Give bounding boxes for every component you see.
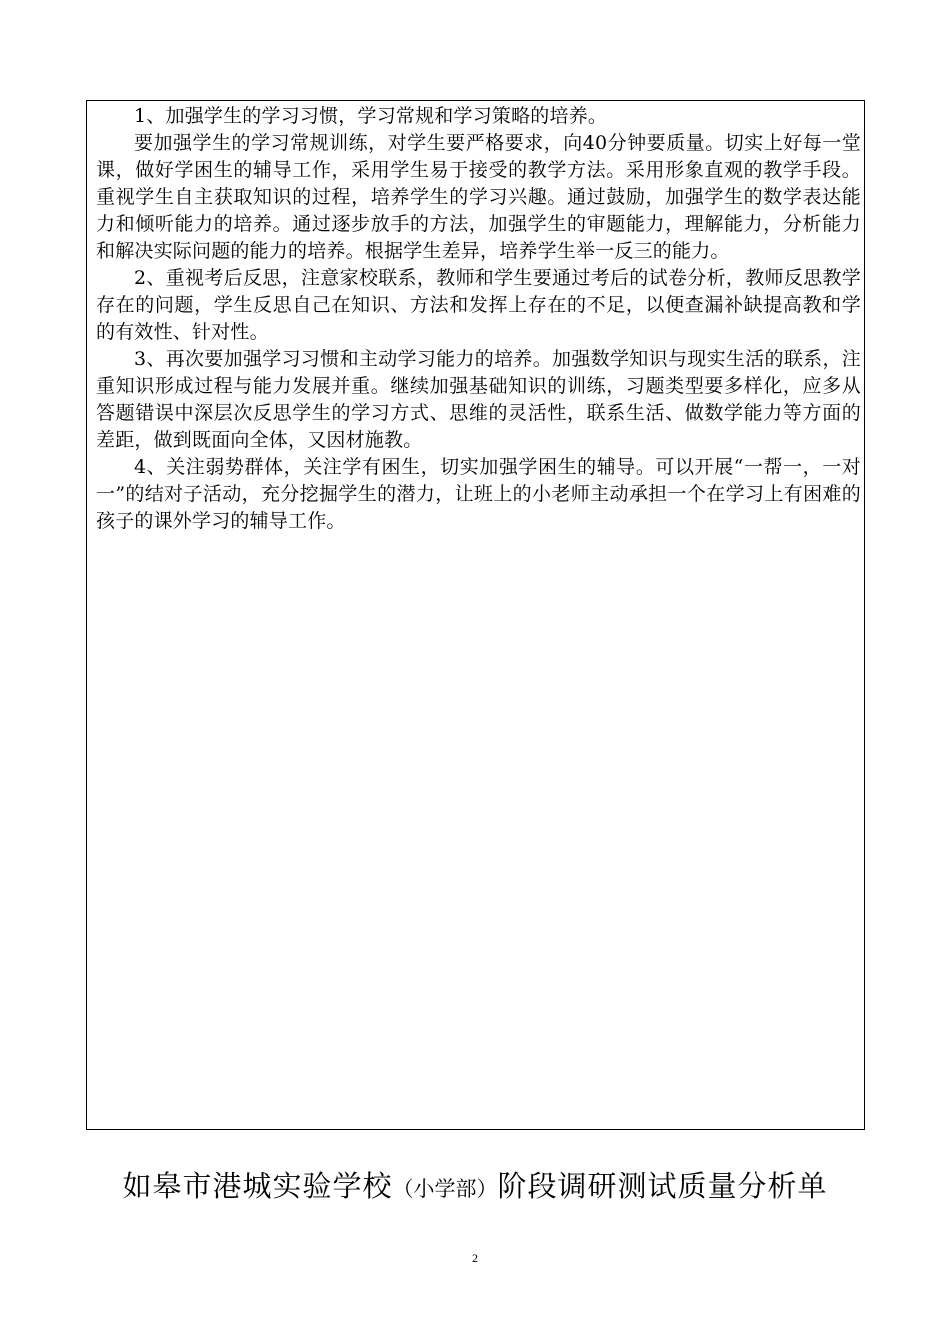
page-number: 2: [472, 1251, 478, 1265]
form-title-division: （小学部）: [392, 1177, 498, 1201]
paragraph-item-2: 2、重视考后反思，注意家校联系，教师和学生要通过考后的试卷分析，教师反思教学存在的问题，学生反思自己在知识、方法和发挥上存在的不足，以便查漏补缺提高教和学的有效性、针对性。: [96, 267, 861, 343]
form-title-doc-name: 阶段调研测试质量分析单: [497, 1169, 828, 1203]
paragraph-body-1: 要加强学生的学习常规训练，对学生要严格要求，向40分钟要质量。切实上好每一堂课，做好学困生的辅导工作，采用学生易于接受的教学方法。采用形象直观的教学手段。重视学生自主获取知识的过程，培养学生的学习兴趣。通过鼓励，加强学生的数学表达能力和倾听能力的培养。通过逐步放手的方法，加强学生的审题能力，理解能力，分析能力和解决实际问题的能力的培养。根据学生差异，培养学生举一反三的能力。: [96, 132, 861, 262]
paragraph-item-4: 4、关注弱势群体，关注学有困生，切实加强学困生的辅导。可以开展“一帮一，一对一”的结对子活动，充分挖掘学生的潜力，让班上的小老师主动承担一个在学习上有困难的孩子的课外学习的辅导工作。: [96, 456, 861, 532]
paragraph-item-3: 3、再次要加强学习习惯和主动学习能力的培养。加强数学知识与现实生活的联系，注重知识形成过程与能力发展并重。继续加强基础知识的训练，习题类型要多样化，应多从答题错误中深层次反思学生的学习方式、思维的灵活性，联系生活、做数学能力等方面的差距，做到既面向全体，又因材施教。: [96, 348, 861, 451]
form-title-school: 如皋市港城实验学校: [122, 1169, 393, 1203]
analysis-text: [96, 103, 861, 535]
form-title: [0, 1166, 950, 1209]
analysis-content-box: [86, 100, 865, 1130]
paragraph-heading-1: 1、加强学生的学习习惯，学习常规和学习策略的培养。: [134, 105, 608, 127]
